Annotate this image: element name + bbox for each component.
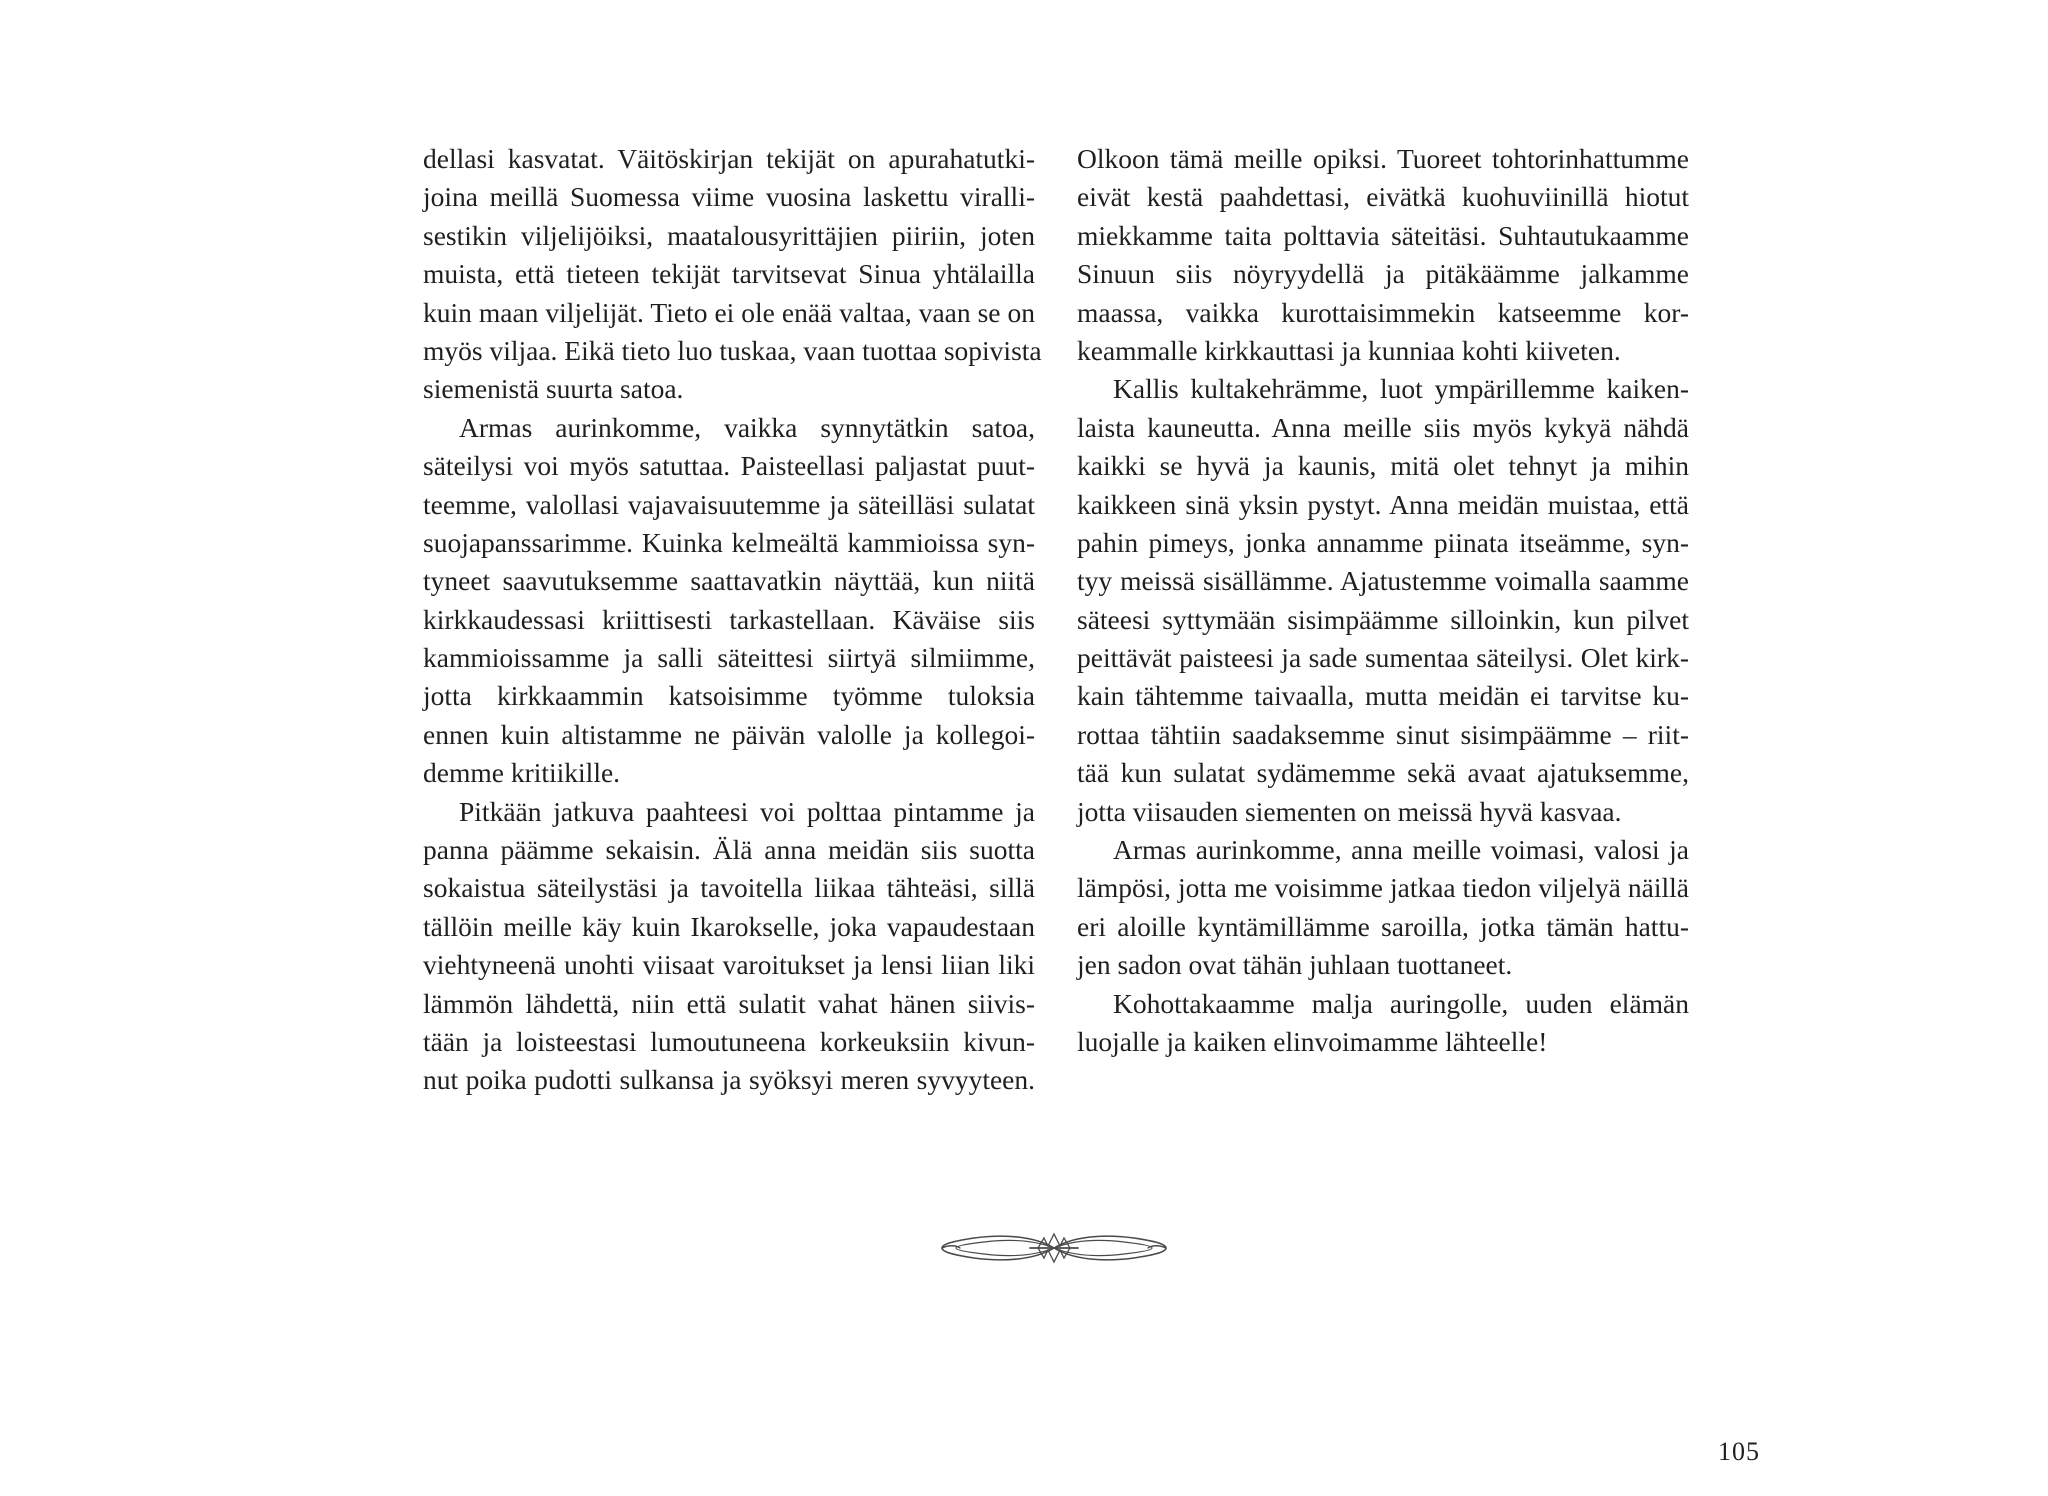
right-column-text-line: Armas aurinkomme, anna meille voimasi, valosi ja — [1113, 834, 1689, 866]
flourish-divider-icon — [934, 1228, 1174, 1268]
left-column-text-line: panna päämme sekaisin. Älä anna meidän siis suotta — [423, 834, 1035, 866]
right-column-text-line: lämpösi, jotta me voisimme jatkaa tiedon viljelyä näillä — [1077, 872, 1689, 904]
left-column-text-line: tyneet saavutuksemme saattavatkin näyttää, kun niitä — [423, 565, 1035, 597]
right-column-text-line: peittävät paisteesi ja sade sumentaa säteilysi. Olet kirk- — [1077, 642, 1689, 674]
left-column-text-line: nut poika pudotti sulkansa ja syöksyi meren syvyyteen. — [423, 1064, 1035, 1096]
left-column-text-line: dellasi kasvatat. Väitöskirjan tekijät on apurahatutki- — [423, 143, 1035, 174]
page-number: 105 — [1718, 1437, 1760, 1466]
right-column-text-line: Kallis kultakehrämme, luot ympärillemme kaiken- — [1113, 373, 1689, 405]
left-column-text-line: demme kritiikille. — [423, 757, 621, 789]
left-column-text-line: säteilysi voi myös satuttaa. Paisteellasi paljastat puut- — [423, 450, 1035, 482]
left-column-text-line: Pitkään jatkuva paahteesi voi polttaa pintamme ja — [459, 795, 1035, 827]
right-column-text-line: laista kauneutta. Anna meille siis myös kykyä nähdä — [1077, 411, 1689, 443]
right-column-text-line: eri aloille kyntämillämme saroilla, jotka tämän hattu- — [1077, 910, 1689, 942]
left-column-text-line: sokaistua säteilystäsi ja tavoitella liikaa tähteäsi, sillä — [423, 872, 1035, 904]
left-column-text-line: muista, että tieteen tekijät tarvitsevat Sinua yhtälailla — [423, 258, 1035, 290]
left-column-text-line: suojapanssarimme. Kuinka kelmeältä kammioissa syn- — [423, 526, 1035, 558]
right-column-text-line: maassa, vaikka kurottaisimmekin katseemme kor- — [1077, 296, 1689, 328]
left-column-text-line: sestikin viljelijöiksi, maatalousyrittäjien piiriin, joten — [423, 219, 1035, 251]
left-column-text-line: siemenistä suurta satoa. — [423, 373, 684, 405]
left-column-text-line: ennen kuin altistamme ne päivän valolle ja kollegoi- — [423, 718, 1035, 750]
right-column-text-line: miekkamme taita polttavia säteitäsi. Suhtautukaamme — [1077, 219, 1689, 251]
right-column-text-line: rottaa tähtiin saadaksemme sinut sisimpäämme – riit- — [1077, 718, 1689, 750]
left-column-text-line: teemme, valollasi vajavaisuutemme ja säteilläsi sulatat — [423, 488, 1035, 520]
left-column-text-line: myös viljaa. Eikä tieto luo tuskaa, vaan tuottaa sopivista — [423, 334, 1042, 366]
right-column-text-line: eivät kestä paahdettasi, eivätkä kuohuviinillä hiotut — [1077, 181, 1689, 213]
right-column-text-line: tyy meissä sisällämme. Ajatustemme voimalla saamme — [1077, 565, 1689, 597]
left-column-text-line: tään ja loisteestasi lumoutuneena korkeuksiin kivun- — [423, 1025, 1035, 1057]
right-column-text-line: Kohottakaamme malja auringolle, uuden elämän — [1113, 987, 1689, 1019]
left-column-text-line: joina meillä Suomessa viime vuosina laskettu viralli- — [423, 181, 1035, 213]
right-column-text-line: kaikkeen sinä yksin pystyt. Anna meidän muistaa, että — [1077, 488, 1689, 520]
right-column-text-line: kain tähtemme taivaalla, mutta meidän ei tarvitse ku- — [1077, 680, 1689, 712]
left-column-text-line: kammioissamme ja salli säteittesi siirtyä silmiimme, — [423, 642, 1035, 674]
right-column-text-line: jen sadon ovat tähän juhlaan tuottaneet. — [1077, 949, 1513, 981]
right-text-column — [1077, 140, 1689, 1061]
right-column-text-line: tää kun sulatat sydämemme sekä avaat ajatuksemme, — [1077, 757, 1689, 789]
left-column-text-line: tällöin meille käy kuin Ikarokselle, joka vapaudestaan — [423, 910, 1035, 942]
left-column-text-line: lämmön lähdettä, niin että sulatit vahat hänen siivis- — [423, 987, 1035, 1019]
left-column-text-line: kuin maan viljelijät. Tieto ei ole enää valtaa, vaan se on — [423, 296, 1035, 328]
right-column-text-line: Olkoon tämä meille opiksi. Tuoreet tohtorinhattumme — [1077, 143, 1689, 174]
right-column-text-line: luojalle ja kaiken elinvoimamme lähteelle! — [1077, 1025, 1548, 1057]
left-column-text-line: jotta kirkkaammin katsoisimme työmme tuloksia — [423, 680, 1035, 712]
right-column-text-line: säteesi syttymään sisimpäämme silloinkin, kun pilvet — [1077, 603, 1689, 635]
right-column-text-line: pahin pimeys, jonka annamme piinata itseämme, syn- — [1077, 526, 1689, 558]
right-column-text-line: kaikki se hyvä ja kaunis, mitä olet tehnyt ja mihin — [1077, 450, 1689, 482]
left-column-text-line: viehtyneenä unohti viisaat varoitukset ja lensi liian liki — [423, 949, 1035, 981]
right-column-text-line: jotta viisauden siementen on meissä hyvä kasvaa. — [1077, 795, 1622, 827]
right-column-text-line: Sinuun siis nöyryydellä ja pitäkäämme jalkamme — [1077, 258, 1689, 290]
left-text-column — [423, 140, 1042, 1100]
left-column-text-line: kirkkaudessasi kriittisesti tarkastellaan. Käväise siis — [423, 603, 1035, 635]
right-column-text-line: keammalle kirkkauttasi ja kunniaa kohti kiiveten. — [1077, 334, 1621, 366]
left-column-text-line: Armas aurinkomme, vaikka synnytätkin satoa, — [459, 411, 1035, 443]
